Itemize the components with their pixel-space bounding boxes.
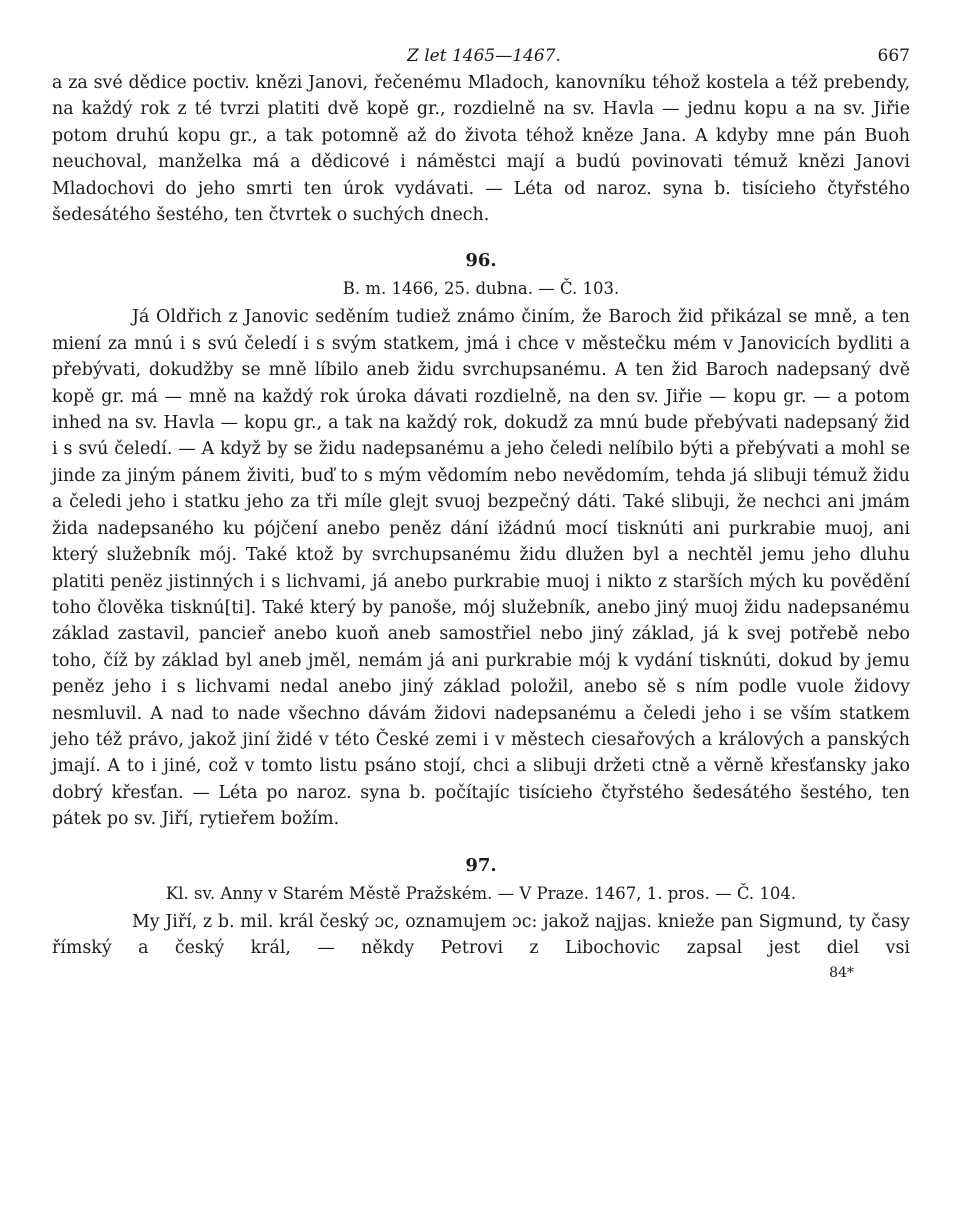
running-title: Z let 1465—1467. (407, 46, 561, 66)
running-head (52, 40, 910, 70)
document-96 (52, 250, 910, 832)
document-97 (52, 855, 910, 962)
document-source: B. m. 1466, 25. dubna. — Č. 103. (342, 279, 620, 299)
document-source: Kl. sv. Anny v Starém Městě Pražském. — V Praze. 1467, 1. pros. — Č. 104. (165, 883, 797, 903)
document-number: 97. (465, 854, 497, 876)
carryover-paragraph: a za své dědice poctiv. knězi Janovi, řečenému Mladoch, kanovníku téhož kostela a též prebendy, na každý rok z té tvrzi platiti dvě kopě gr., rozdielně na sv. Havla — jednu kopu a na sv. Jiřie potom druhú kopu gr., a tak potomně až do života téhož kněze Jana. A kdyby mne pán Buoh neuchoval, manželka má a dědicové i náměstci mají a budú povinovati témuž knězi Janovi Mladochovi do jeho smrti ten úrok vydávati. — Léta od naroz. syna b. tisícieho čtyřstého šedesátého šestého, ten čtvrtek o suchých dnech. (52, 73, 910, 226)
document-page (52, 40, 910, 981)
signature-mark: 84* (829, 965, 854, 982)
document-text: My Jiří, z b. mil. král český ɔc, oznamujem ɔc: jakož najjas. knieže pan Sigmund, ty časy římský a český král, — někdy Petrovi z Libochovic zapsal jest diel vsi (52, 911, 910, 958)
page-number: 667 (877, 46, 910, 66)
document-number: 96. (465, 250, 497, 272)
document-text: Já Oldřich z Janovic seděním tudiež známo činím, že Baroch žid přikázal se mně, a ten mienı́ za mnú i s svú čeledí i s svým statkem, jmá i chce v městečku mém v Janovicích bydliti a přebývati, dokudžby se mně líbilo aneb židu svrchupsanému. A ten žid Baroch nadepsaný dvě kopě gr. má — mně na každý rok úroka dávati rozdielně, na den sv. Jiřie — kopu gr. — a potom inhed na sv. Havla — kopu gr., a tak na každý rok, dokudž za mnú bude přebývati nadepsaný žid i s svú čeledí. — A když by se židu nadepsanému a jeho čeledi nelíbilo býti a přebývati a mohl se jinde za jiným pánem živiti, buď to s mým vědomím nebo nevědomím, tehda já slibuji témuž židu a čeledi jeho i statku jeho za tři míle glejt svuoj bezpečný dáti. Také slibuji, že nechci ani jmám žida nadepsaného ku pójčení anebo peněz dání ižádnú mocí tisknúti ani purkrabie muoj, ani který služebník mój. Také ktož by svrchupsanému židu dlužen byl a nechtěl jemu jeho dluhu platiti penëz jistinných i s lichvami, já anebo purkrabie muoj i nikto z starších mých ku povědění toho člověka tisknú[ti]. Také který by panoše, mój služebník, anebo jiný muoj židu nadepsanému základ zastavil, pancieř anebo kuoň aneb samostřiel nebo jiný základ, já k svej potřebě nebo toho, číž by základ byl aneb jměl, nemám já ani purkrabie mój k vydání tisknúti, dokud by jemu peněz jeho i s lichvami nedal anebo jiný základ položil, anebo sě s ním podle vuole židovy nesmluvil. A nad to nade všechno dávám židovi nadepsanému a čeledi jeho i se vším statkem jeho též právo, jakož jiní židé v této České zemi i v městech ciesařových a králových a panských jmají. A to i jiné, což v tomto listu psáno stojí, chci a slibuji držeti ctně a věrně křesťansky jako dobrý křesťan. — Léta po naroz. syna b. počítajíc tisícieho čtyřstého šedesátého šestého, ten pátek po sv. Jiří, rytieřem božím. (52, 307, 910, 830)
